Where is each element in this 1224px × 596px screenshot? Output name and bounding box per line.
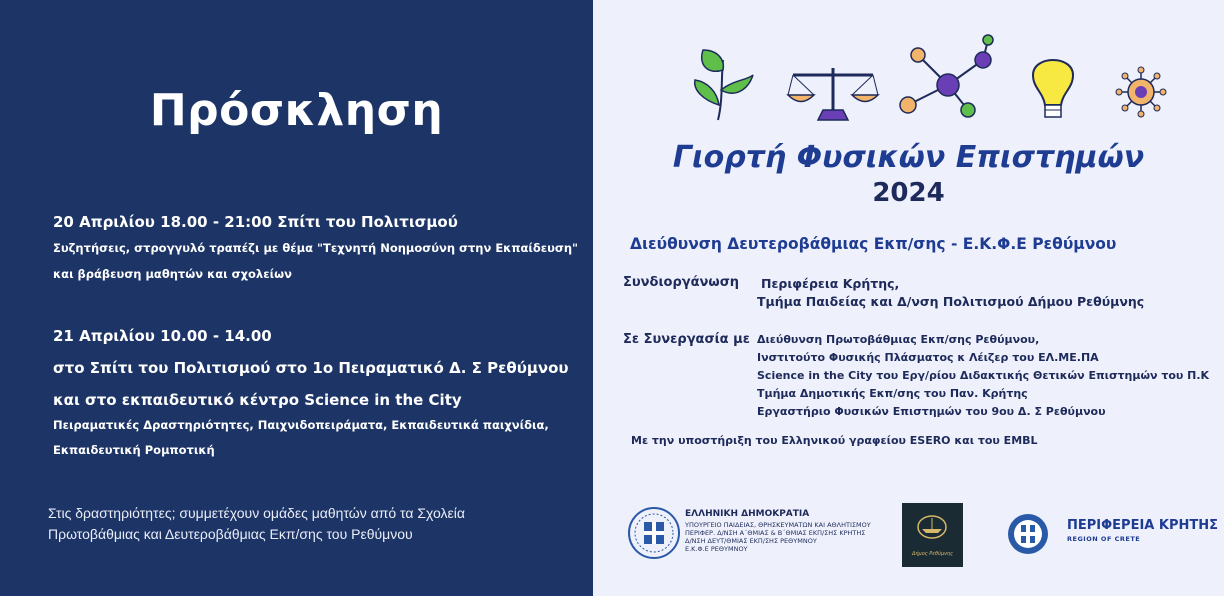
- lightbulb-icon: [1033, 60, 1073, 117]
- collaborator-line: Τμήμα Δημοτικής Εκπ/σης του Παν. Κρήτης: [757, 387, 1028, 400]
- molecule-icon: [900, 35, 993, 117]
- collaborator-line: Διεύθυνση Πρωτοβάθμιας Εκπ/σης Ρεθύμνου,: [757, 333, 1040, 346]
- science-illustrations: [683, 30, 1203, 130]
- collaborator-line: Science in the City του Εργ/ρίου Διδακτικής Θετικών Επιστημών του Π.Κ: [757, 369, 1210, 382]
- region-name: ΠΕΡΙΦΕΡΕΙΑ ΚΡΗΤΗΣ: [1067, 518, 1218, 533]
- event2-line1: στο Σπίτι του Πολιτισμού στο 1ο Πειραματικό Δ. Σ Ρεθύμνου: [53, 359, 569, 377]
- gov-line: Ε.Κ.Φ.Ε ΡΕΘΥΜΝΟΥ: [685, 545, 748, 553]
- collaboration-label: Σε Συνεργασία με: [623, 332, 750, 347]
- event1-heading: 20 Απριλίου 18.00 - 21:00 Σπίτι του Πολιτισμού: [53, 213, 458, 231]
- note-line1: Στις δραστηριότητες; συμμετέχουν ομάδες μαθητών από τα Σχολεία: [48, 505, 465, 521]
- balance-scale-icon: [788, 68, 878, 120]
- festival-year: 2024: [872, 178, 945, 208]
- gov-line: ΠΕΡΙΦΕΡ. Δ/ΝΣΗ Α΄ΘΜΙΑΣ & Β΄ΘΜΙΑΣ ΕΚΠ/ΣΗΣ ΚΡΗΤΗΣ: [685, 529, 866, 537]
- municipality-logo: [902, 503, 963, 567]
- gov-line: ΥΠΟΥΡΓΕΙΟ ΠΑΙΔΕΙΑΣ, ΘΡΗΣΚΕΥΜΑΤΩΝ ΚΑΙ ΑΘΛΗΤΙΣΜΟΥ: [685, 521, 871, 529]
- coorganizer-line: Περιφέρεια Κρήτης,: [761, 276, 900, 291]
- region-emblem-icon: [1006, 512, 1050, 556]
- note-line2: Πρωτοβάθμιας και Δευτεροβάθμιας Εκπ/σης του Ρεθύμνου: [48, 526, 413, 542]
- region-subtitle: REGION OF CRETE: [1067, 535, 1141, 543]
- right-panel: [593, 0, 1224, 596]
- event2-line3: Πειραματικές Δραστηριότητες, Παιχνιδοπειράματα, Εκπαιδευτικά παιχνίδια,: [53, 418, 549, 432]
- left-panel: [0, 0, 593, 596]
- participation-note: [48, 503, 465, 545]
- greek-emblem-icon: [627, 506, 681, 560]
- festival-title: Γιορτή Φυσικών Επιστημών: [672, 140, 1145, 175]
- support-statement: Με την υποστήριξη του Ελληνικού γραφείου ESERO και του EMBL: [631, 434, 1038, 447]
- coorganization-label: Συνδιοργάνωση: [623, 275, 740, 290]
- event1-line2: και βράβευση μαθητών και σχολείων: [53, 267, 292, 281]
- logo-strip: [593, 498, 1224, 578]
- event2-heading: 21 Απριλίου 10.00 - 14.00: [53, 327, 272, 345]
- event2-line2: και στο εκπαιδευτικό κέντρο Science in the City: [53, 391, 462, 409]
- event2-line4: Εκπαιδευτική Ρομποτική: [53, 443, 215, 457]
- virus-icon: [1116, 67, 1166, 117]
- collaborator-line: Εργαστήριο Φυσικών Επιστημών του 9ου Δ. Σ Ρεθύμνου: [757, 405, 1106, 418]
- ship-emblem-icon: [902, 503, 963, 549]
- coorganizer-line: Τμήμα Παιδείας και Δ/νση Πολιτισμού Δήμου Ρεθύμνης: [757, 294, 1145, 309]
- gov-title: ΕΛΛΗΝΙΚΗ ΔΗΜΟΚΡΑΤΙΑ: [685, 509, 810, 519]
- municipality-name: Δήμος Ρεθύμνης: [911, 551, 954, 557]
- organizer-department: Διεύθυνση Δευτεροβάθμιας Εκπ/σης - Ε.Κ.Φ.Ε Ρεθύμνου: [630, 235, 1117, 253]
- plant-icon: [695, 50, 753, 120]
- event1-line1: Συζητήσεις, στρογγυλό τραπέζι με θέμα "Τεχνητή Νοημοσύνη στην Εκπαίδευση": [53, 241, 579, 255]
- collaborator-line: Ινστιτούτο Φυσικής Πλάσματος κ Λέιζερ του ΕΛ.ΜΕ.ΠΑ: [757, 351, 1099, 364]
- page-title: Πρόσκληση: [149, 85, 444, 136]
- gov-line: Δ/ΝΣΗ ΔΕΥΤ/ΘΜΙΑΣ ΕΚΠ/ΣΗΣ ΡΕΘΥΜΝΟΥ: [685, 537, 817, 545]
